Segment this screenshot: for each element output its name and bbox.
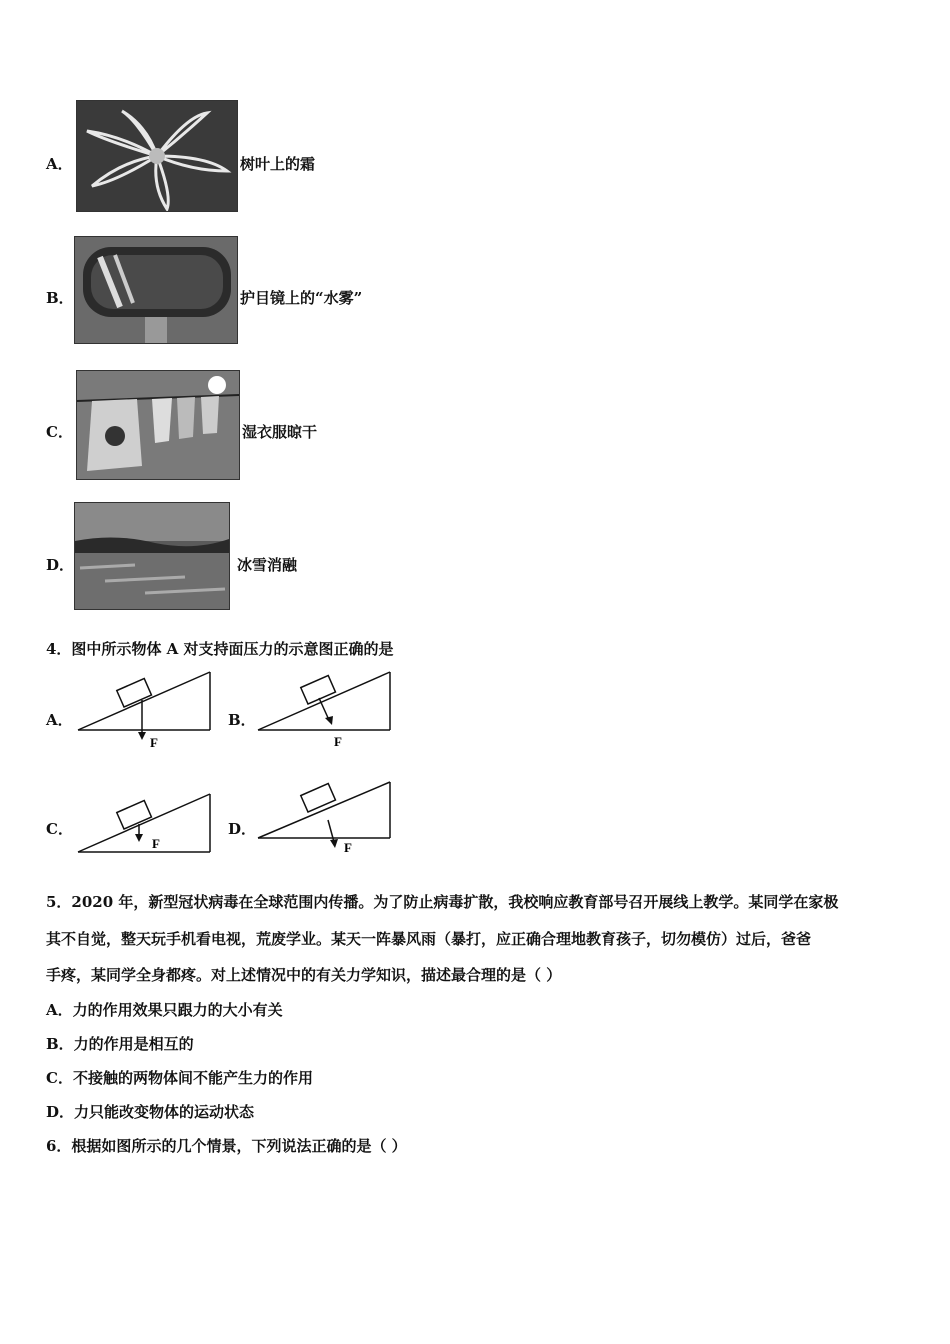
q4-b-force-label: F: [334, 734, 342, 749]
melting-ice-photo: [74, 502, 230, 610]
q3-option-c-label: C．: [46, 423, 73, 441]
q3-option-b-text: 护目镜上的“水雾”: [240, 289, 363, 307]
q4-option-d-label: D．: [228, 820, 257, 838]
q3-option-d-label: D．: [46, 556, 75, 574]
q6-stem: 6．根据如图所示的几个情景，下列说法正确的是（ ）: [46, 1137, 407, 1155]
q5-option-c: C．不接触的两物体间不能产生力的作用: [46, 1069, 313, 1087]
q5-stem-line-3: 手疼，某同学全身都疼。对上述情况中的有关力学知识，描述最合理的是（ ）: [46, 966, 562, 984]
q3-option-c-text: 湿衣服晾干: [242, 423, 318, 441]
q3-option-b-label: B．: [46, 289, 74, 307]
q4-diagram-d: [256, 780, 396, 860]
q5-stem-line-1: 5．2020 年，新型冠状病毒在全球范围内传播。为了防止病毒扩散，我校响应教育部号召开展线上教学。某同学在家极: [46, 893, 839, 911]
q4-diagram-c: [76, 790, 216, 860]
q5-option-d: D．力只能改变物体的运动状态: [46, 1103, 255, 1121]
q4-a-force-label: F: [150, 735, 158, 750]
drying-clothes-photo: [76, 370, 240, 480]
fogged-goggles-photo: [74, 236, 238, 344]
q4-diagram-a: [76, 670, 216, 750]
q4-c-force-label: F: [152, 836, 160, 851]
q3-option-a-text: 树叶上的霜: [240, 155, 316, 173]
q4-diagram-b: [256, 670, 396, 750]
q4-option-c-label: C．: [46, 820, 73, 838]
q4-d-force-label: F: [344, 840, 352, 855]
q3-option-a-label: A．: [46, 155, 73, 173]
q4-option-b-label: B．: [228, 711, 256, 729]
q5-option-b: B．力的作用是相互的: [46, 1035, 194, 1053]
q5-stem-line-2: 其不自觉，整天玩手机看电视，荒废学业。某天一阵暴风雨（暴打，应正确合理地教育孩子，切勿模仿）过后，爸爸: [46, 930, 812, 948]
q4-option-a-label: A．: [46, 711, 73, 729]
q5-option-a: A．力的作用效果只跟力的大小有关: [46, 1001, 283, 1019]
q3-option-d-text: 冰雪消融: [237, 556, 298, 574]
q4-stem: 4．图中所示物体 A 对支持面压力的示意图正确的是: [46, 640, 394, 658]
frost-on-leaves-photo: [76, 100, 238, 212]
